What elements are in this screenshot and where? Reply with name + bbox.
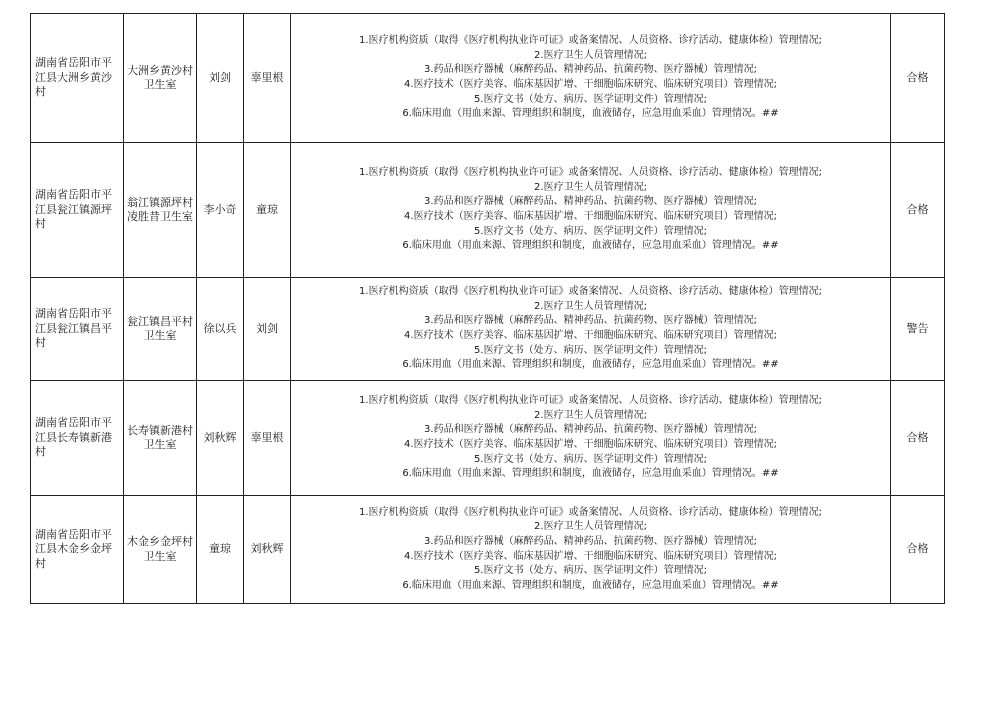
- reviewer-cell: 童琼: [244, 143, 291, 278]
- location-cell: 湖南省岳阳市平江县瓮江镇源坪村: [31, 143, 124, 278]
- inspection-item: 2.医疗卫生人员管理情况;: [534, 300, 647, 312]
- table-row: [31, 278, 945, 381]
- unit-cell: 翁江镇源坪村凌胜昔卫生室: [124, 143, 197, 278]
- inspection-item: 6.临床用血（用血来源、管理组织和制度，血液储存，应急用血采血）管理情况。##: [402, 579, 779, 591]
- inspection-item: 6.临床用血（用血来源、管理组织和制度，血液储存，应急用血采血）管理情况。##: [402, 108, 779, 120]
- inspection-item: 2.医疗卫生人员管理情况;: [534, 521, 647, 533]
- inspection-item: 1.医疗机构资质（取得《医疗机构执业许可证》或备案情况、人员资格、诊疗活动、健康体检）管理情况;: [359, 167, 822, 179]
- inspection-table: [30, 13, 945, 604]
- unit-cell: 大洲乡黄沙村卫生室: [124, 14, 197, 143]
- inspector-cell: 刘剑: [197, 14, 244, 143]
- inspection-item: 3.药品和医疗器械（麻醉药品、精神药品、抗菌药物、医疗器械）管理情况;: [424, 196, 757, 208]
- inspection-item: 4.医疗技术（医疗美容、临床基因扩增、干细胞临床研究、临床研究项目）管理情况;: [404, 550, 777, 562]
- unit-cell: 木金乡金坪村卫生室: [124, 496, 197, 604]
- inspection-item: 1.医疗机构资质（取得《医疗机构执业许可证》或备案情况、人员资格、诊疗活动、健康体检）管理情况;: [359, 35, 822, 47]
- location-cell: 湖南省岳阳市平江县瓮江镇昌平村: [31, 278, 124, 381]
- result-cell: 警告: [891, 278, 945, 381]
- table-body: [31, 14, 945, 604]
- result-cell: 合格: [891, 381, 945, 496]
- inspection-item: 5.医疗文书（处方、病历、医学证明文件）管理情况;: [474, 225, 707, 237]
- inspection-item: 2.医疗卫生人员管理情况;: [534, 409, 647, 421]
- inspector-cell: 刘秋辉: [197, 381, 244, 496]
- reviewer-cell: 刘剑: [244, 278, 291, 381]
- inspection-item: 4.医疗技术（医疗美容、临床基因扩增、干细胞临床研究、临床研究项目）管理情况;: [404, 330, 777, 341]
- result-cell: 合格: [891, 496, 945, 604]
- inspection-item: 5.医疗文书（处方、病历、医学证明文件）管理情况;: [474, 344, 707, 356]
- inspection-item: 2.医疗卫生人员管理情况;: [534, 181, 647, 193]
- inspection-item: 1.医疗机构资质（取得《医疗机构执业许可证》或备案情况、人员资格、诊疗活动、健康体检）管理情况;: [359, 286, 822, 298]
- location-cell: 湖南省岳阳市平江县大洲乡黄沙村: [31, 14, 124, 143]
- inspection-item: 4.医疗技术（医疗美容、临床基因扩增、干细胞临床研究、临床研究项目）管理情况;: [404, 79, 777, 90]
- inspection-item: 3.药品和医疗器械（麻醉药品、精神药品、抗菌药物、医疗器械）管理情况;: [424, 535, 757, 547]
- inspection-item: 6.临床用血（用血来源、管理组织和制度，血液储存，应急用血采血）管理情况。##: [402, 240, 779, 252]
- inspection-item: 3.药品和医疗器械（麻醉药品、精神药品、抗菌药物、医疗器械）管理情况;: [424, 424, 757, 436]
- table-row: [31, 143, 945, 278]
- result-cell: 合格: [891, 14, 945, 143]
- table-row: [31, 14, 945, 143]
- inspection-item: 5.医疗文书（处方、病历、医学证明文件）管理情况;: [474, 453, 707, 465]
- table-row: [31, 496, 945, 604]
- location-cell: 湖南省岳阳市平江县长寿镇新港村: [31, 381, 124, 496]
- reviewer-cell: 辜里根: [244, 14, 291, 143]
- unit-cell: 长寿镇新港村卫生室: [124, 381, 197, 496]
- inspection-item: 1.医疗机构资质（取得《医疗机构执业许可证》或备案情况、人员资格、诊疗活动、健康体检）管理情况;: [359, 506, 822, 518]
- reviewer-cell: 辜里根: [244, 381, 291, 496]
- inspection-items-cell: [291, 143, 891, 278]
- inspection-item: 4.医疗技术（医疗美容、临床基因扩增、干细胞临床研究、临床研究项目）管理情况;: [404, 439, 777, 450]
- inspection-item: 5.医疗文书（处方、病历、医学证明文件）管理情况;: [474, 565, 707, 577]
- inspection-item: 5.医疗文书（处方、病历、医学证明文件）管理情况;: [474, 93, 707, 105]
- result-cell: 合格: [891, 143, 945, 278]
- inspection-item: 3.药品和医疗器械（麻醉药品、精神药品、抗菌药物、医疗器械）管理情况;: [424, 315, 757, 327]
- inspection-item: 4.医疗技术（医疗美容、临床基因扩增、干细胞临床研究、临床研究项目）管理情况;: [404, 211, 777, 222]
- inspection-items-cell: [291, 14, 891, 143]
- table-row: [31, 381, 945, 496]
- inspection-items-cell: [291, 381, 891, 496]
- inspection-item: 2.医疗卫生人员管理情况;: [534, 49, 647, 61]
- inspection-item: 6.临床用血（用血来源、管理组织和制度，血液储存，应急用血采血）管理情况。##: [402, 359, 779, 371]
- inspector-cell: 李小奇: [197, 143, 244, 278]
- inspection-items-cell: [291, 496, 891, 604]
- inspector-cell: 童琼: [197, 496, 244, 604]
- inspection-item: 1.医疗机构资质（取得《医疗机构执业许可证》或备案情况、人员资格、诊疗活动、健康体检）管理情况;: [359, 395, 822, 407]
- inspection-item: 6.临床用血（用血来源、管理组织和制度，血液储存，应急用血采血）管理情况。##: [402, 468, 779, 480]
- reviewer-cell: 刘秋辉: [244, 496, 291, 604]
- inspector-cell: 徐以兵: [197, 278, 244, 381]
- unit-cell: 瓮江镇昌平村卫生室: [124, 278, 197, 381]
- inspection-items-cell: [291, 278, 891, 381]
- location-cell: 湖南省岳阳市平江县木金乡金坪村: [31, 496, 124, 604]
- inspection-item: 3.药品和医疗器械（麻醉药品、精神药品、抗菌药物、医疗器械）管理情况;: [424, 64, 757, 76]
